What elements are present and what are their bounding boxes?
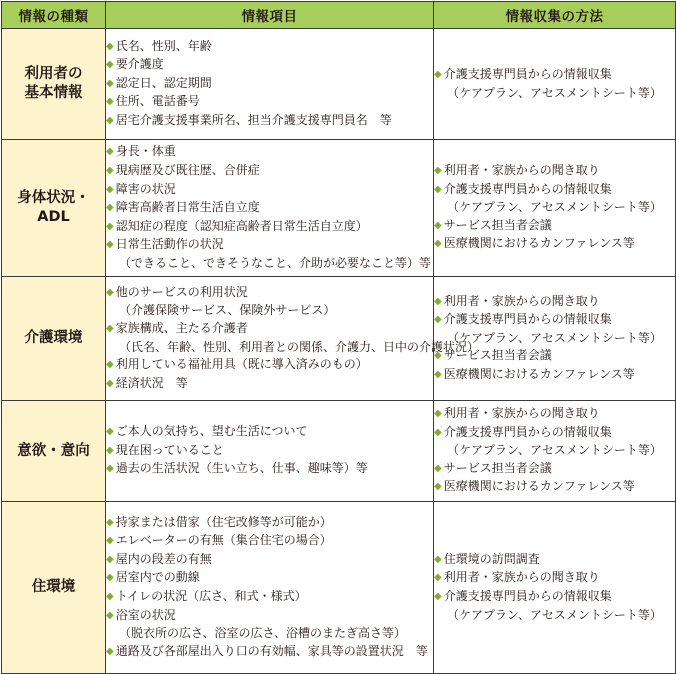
info-item-note: （氏名、年齢、性別、利用者との関係、介護力、日中の介護状況） [119, 339, 480, 354]
method-item [434, 478, 675, 497]
diamond-bullet-icon: ◆ [434, 408, 442, 420]
method-item [434, 424, 675, 460]
diamond-bullet-icon: ◆ [106, 114, 114, 126]
header-collection-method: 情報収集の方法 [434, 2, 676, 29]
info-item-text: 現在困っていること [115, 442, 224, 457]
diamond-bullet-icon: ◆ [106, 572, 114, 584]
method-item-note: （ケアプラン、アセスメントシート等） [447, 443, 662, 458]
diamond-bullet-icon: ◆ [106, 77, 114, 89]
info-item [106, 284, 433, 320]
info-item [106, 588, 433, 607]
diamond-bullet-icon: ◆ [434, 68, 442, 80]
method-item-note: （ケアプラン、アセスメントシート等） [447, 85, 662, 100]
diamond-bullet-icon: ◆ [106, 202, 114, 214]
table-row [2, 277, 676, 401]
diamond-bullet-icon: ◆ [106, 359, 114, 371]
diamond-bullet-icon: ◆ [434, 572, 442, 584]
info-item-text: 浴室の状況 [115, 607, 176, 622]
diamond-bullet-icon: ◆ [106, 165, 114, 177]
table-row [2, 401, 676, 502]
info-item-text: エレベーターの有無（集合住宅の場合） [115, 533, 332, 548]
diamond-bullet-icon: ◆ [106, 220, 114, 232]
diamond-bullet-icon: ◆ [434, 350, 442, 362]
diamond-bullet-icon: ◆ [106, 377, 114, 389]
method-item-text: サービス担当者会議 [443, 460, 552, 475]
header-info-type: 情報の種類 [2, 2, 106, 29]
diamond-bullet-icon: ◆ [106, 591, 114, 602]
info-items-cell [106, 401, 434, 502]
info-item-text: 氏名、性別、年齢 [115, 38, 212, 53]
method-item [434, 366, 675, 385]
info-item-text: ご本人の気持ち、望む生活について [115, 424, 308, 439]
category-label-line: ADL [37, 209, 70, 225]
info-items-cell [106, 277, 480, 401]
diamond-bullet-icon: ◆ [434, 426, 442, 438]
info-item [106, 551, 433, 570]
diamond-bullet-icon: ◆ [434, 591, 442, 602]
diamond-bullet-icon: ◆ [434, 314, 442, 326]
diamond-bullet-icon: ◆ [434, 183, 442, 195]
info-item [106, 423, 433, 442]
info-items-cell [106, 140, 434, 277]
info-item-text: 他のサービスの利用状況 [115, 284, 248, 299]
method-item-text: 介護支援専門員からの情報収集 [443, 66, 612, 81]
diamond-bullet-icon: ◆ [434, 219, 442, 231]
method-item-text: 利用者・家族からの聞き取り [443, 163, 600, 178]
method-item-text: 医療機関におけるカンファレンス等 [443, 479, 635, 494]
category-cell [2, 277, 106, 401]
diamond-bullet-icon: ◆ [106, 322, 114, 334]
info-item [106, 643, 433, 662]
info-item-text: 日常生活動作の状況 [115, 237, 224, 252]
category-label-line: 身体状況・ [17, 190, 90, 206]
info-item [106, 112, 433, 131]
diamond-bullet-icon: ◆ [106, 553, 114, 565]
category-cell [2, 29, 106, 140]
info-item [106, 93, 433, 112]
collection-methods-cell [434, 29, 676, 140]
diamond-bullet-icon: ◆ [434, 368, 442, 380]
info-item-text: 住所、電話番号 [115, 94, 200, 109]
info-item [106, 320, 480, 356]
info-item [106, 75, 433, 94]
info-item-text: 障害の状況 [115, 181, 176, 196]
category-cell [2, 401, 106, 502]
diamond-bullet-icon: ◆ [434, 481, 442, 493]
info-item [106, 143, 433, 162]
method-item [434, 460, 675, 479]
method-item-text: 介護支援専門員からの情報収集 [443, 589, 612, 603]
info-item-text: 居宅介護支援事業所名、担当介護支援専門員名 等 [115, 112, 392, 127]
method-item-note: （ケアプラン、アセスメントシート等） [447, 607, 662, 622]
method-item [434, 217, 675, 236]
method-item-text: 住環境の訪問調査 [443, 551, 540, 566]
collection-methods-cell [434, 277, 676, 401]
method-item [434, 405, 675, 424]
info-item [106, 356, 433, 375]
diamond-bullet-icon: ◆ [106, 146, 114, 158]
info-item [106, 442, 433, 461]
method-item-text: 利用者・家族からの聞き取り [443, 406, 600, 421]
method-item-note: （ケアプラン、アセスメントシート等） [447, 200, 662, 215]
method-item [434, 181, 675, 217]
info-item [106, 514, 433, 533]
method-item [434, 162, 675, 181]
info-item [106, 56, 433, 75]
diamond-bullet-icon: ◆ [106, 516, 114, 528]
collection-methods-cell [434, 401, 676, 502]
info-item-text: 過去の生活状況（生い立ち、仕事、趣味等）等 [115, 461, 368, 476]
category-label-line: 介護環境 [24, 330, 83, 346]
diamond-bullet-icon: ◆ [434, 553, 442, 565]
table-row [2, 140, 676, 277]
category-cell [2, 502, 106, 674]
diamond-bullet-icon: ◆ [106, 183, 114, 195]
collection-methods-cell [434, 502, 676, 674]
diamond-bullet-icon: ◆ [106, 239, 114, 251]
info-item-note: （脱衣所の広さ、浴室の広さ、浴槽のまたぎ高さ等） [119, 626, 407, 641]
method-item-text: 利用者・家族からの聞き取り [443, 570, 600, 585]
info-item-note: （介護保険サービス、保険外サービス） [119, 303, 336, 318]
method-item [434, 347, 675, 366]
info-item [106, 218, 433, 237]
info-item-text: 要介護度 [115, 57, 164, 72]
method-item [434, 235, 675, 254]
info-items-cell [106, 502, 434, 674]
diamond-bullet-icon: ◆ [434, 295, 442, 307]
info-item [106, 38, 433, 57]
info-item-text: 経済状況 等 [115, 375, 188, 390]
method-item-note: （ケアプラン、アセスメントシート等） [447, 330, 662, 345]
method-item [434, 569, 675, 588]
info-item [106, 569, 433, 588]
method-item-text: サービス担当者会議 [443, 348, 552, 363]
method-item-text: 利用者・家族からの聞き取り [443, 293, 600, 308]
diamond-bullet-icon: ◆ [106, 463, 114, 475]
info-item [106, 460, 433, 479]
method-item-text: 医療機関におけるカンファレンス等 [443, 236, 635, 251]
info-item-text: 認知症の程度（認知症高齢者日常生活自立度） [115, 218, 368, 233]
info-item [106, 199, 433, 218]
table-row [2, 502, 676, 674]
diamond-bullet-icon: ◆ [434, 462, 442, 474]
category-label-line: 利用者の [24, 66, 83, 82]
info-item-text: 利用している福祉用具（既に導入済みのもの） [115, 357, 368, 372]
method-item [434, 588, 675, 624]
info-item [106, 607, 433, 643]
info-table [1, 1, 676, 674]
info-item-text: 障害高齢者日常生活自立度 [115, 200, 260, 215]
header-info-items: 情報項目 [106, 2, 434, 29]
info-item-text: 現病歴及び既往歴、合併症 [115, 163, 260, 178]
info-item-note: （できること、できそうなこと、介助が必要なこと等）等 [119, 255, 432, 270]
collection-methods-cell [434, 140, 676, 277]
diamond-bullet-icon: ◆ [106, 286, 114, 298]
diamond-bullet-icon: ◆ [106, 59, 114, 71]
diamond-bullet-icon: ◆ [106, 40, 114, 52]
diamond-bullet-icon: ◆ [434, 165, 442, 177]
info-item-text: トイレの状況（広さ、和式・様式） [115, 589, 307, 603]
info-item [106, 181, 433, 200]
info-item-text: 認定日、認定期間 [115, 75, 212, 90]
info-item-text: 通路及び各部屋出入り口の有効幅、家具等の設置状況 等 [115, 643, 428, 658]
info-item-text: 身長・体重 [115, 144, 176, 159]
table-row [2, 29, 676, 140]
method-item [434, 551, 675, 570]
method-item-text: サービス担当者会議 [443, 217, 552, 232]
info-item [106, 236, 433, 272]
method-item-text: 医療機関におけるカンファレンス等 [443, 366, 635, 381]
header-row [2, 2, 676, 29]
info-item [106, 375, 433, 394]
diamond-bullet-icon: ◆ [106, 96, 114, 108]
category-label-line: 基本情報 [24, 85, 83, 101]
info-item-text: 家族構成、主たる介護者 [115, 320, 248, 335]
method-item-text: 介護支援専門員からの情報収集 [443, 312, 612, 327]
category-cell [2, 140, 106, 277]
category-label-line: 意欲・意向 [17, 442, 90, 459]
method-item-text: 介護支援専門員からの情報収集 [443, 181, 612, 196]
info-item-text: 持家または借家（住宅改修等が可能か） [115, 514, 332, 529]
diamond-bullet-icon: ◆ [106, 444, 114, 456]
diamond-bullet-icon: ◆ [106, 426, 114, 438]
diamond-bullet-icon: ◆ [106, 535, 114, 547]
info-items-cell [106, 29, 434, 140]
info-item [106, 532, 433, 551]
diamond-bullet-icon: ◆ [434, 238, 442, 250]
info-item [106, 162, 433, 181]
method-item [434, 293, 675, 312]
diamond-bullet-icon: ◆ [106, 645, 114, 657]
method-item-text: 介護支援専門員からの情報収集 [443, 424, 612, 439]
info-item-text: 居室内での動線 [115, 570, 200, 585]
info-item-text: 屋内の段差の有無 [115, 551, 212, 566]
category-label-line: 住環境 [31, 579, 76, 595]
diamond-bullet-icon: ◆ [106, 609, 114, 621]
method-item [434, 311, 675, 347]
method-item [434, 66, 675, 102]
